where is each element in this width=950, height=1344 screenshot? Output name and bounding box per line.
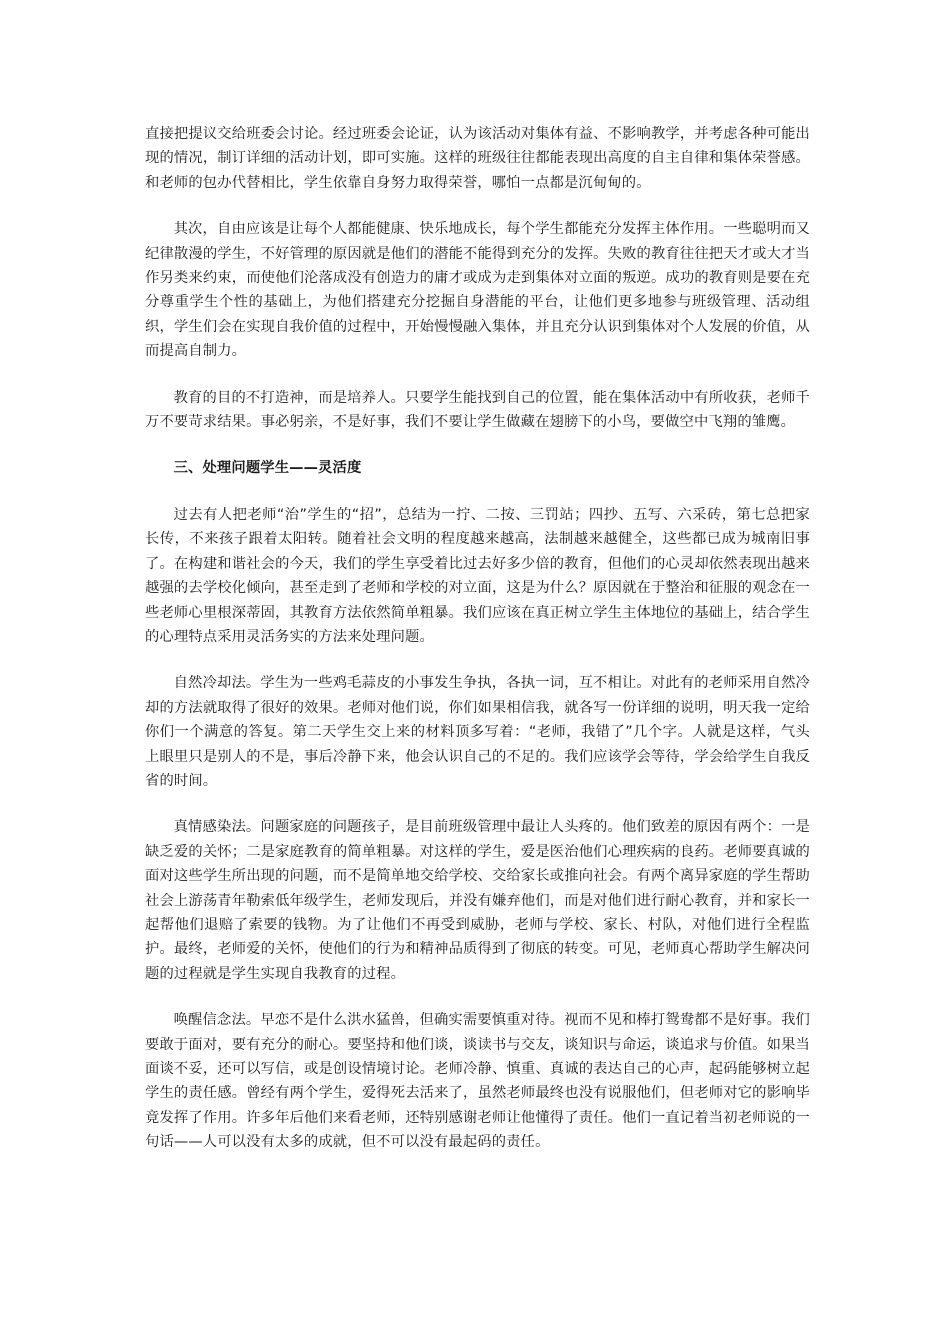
document-body (145, 122, 810, 1177)
section-heading: 三、处理问题学生——灵活度 (173, 460, 362, 477)
paragraph: 其次，自由应该是让每个人都能健康、快乐地成长，每个学生都能充分发挥主体作用。一些聪明而又纪律散漫的学生，不好管理的原因就是他们的潜能不能得到充分的发挥。失败的教育往往把天才或大才当作另类来约束，而使他们沦落成没有创造力的庸才或成为走到集体对立面的叛逆。成功的教育则是要在充分尊重学生个性的基础上，为他们搭建充分挖掘自身潜能的平台，让他们更多地参与班级管理、活动组织，学生们会在实现自我价值的过程中，开始慢慢融入集体，并且充分认识到集体对个人发展的价值，从而提高自制力。 (145, 221, 810, 360)
paragraph: 真情感染法。问题家庭的问题孩子，是目前班级管理中最让人头疼的。他们致差的原因有两个：一是缺乏爱的关怀；二是家庭教育的简单粗暴。对这样的学生，爱是医治他们心理疾病的良药。老师要真诚的面对这些学生所出现的问题，而不是简单地交给学校、交给家长或推向社会。有两个离异家庭的学生帮助社会上游荡青年勒索低年级学生，老师发现后，并没有嫌弃他们，而是对他们进行耐心教育，并和家长一起帮他们退赔了索要的钱物。为了让他们不再受到威胁，老师与学校、家长、村队，对他们进行全程监护。最终，老师爱的关怀，使他们的行为和精神品质得到了彻底的转变。可见，老师真心帮助学生解决问题的过程就是学生实现自我教育的过程。 (145, 819, 810, 982)
paragraph: 自然冷却法。学生为一些鸡毛蒜皮的小事发生争执，各执一词，互不相让。对此有的老师采用自然冷却的方法就取得了很好的效果。老师对他们说，你们如果相信我，就各写一份详细的说明，明天我一定给你们一个满意的答复。第二天学生交上来的材料顶多写着：“老师，我错了”几个字。人就是这样，气头上眼里只是别人的不是，事后冷静下来，他会认识自己的不足的。我们应该学会等待，学会给学生自我反省的时间。 (145, 675, 810, 789)
paragraph: 唤醒信念法。早恋不是什么洪水猛兽，但确实需要慎重对待。视而不见和棒打鸳鸯都不是好事。我们要敢于面对，要有充分的耐心。要坚持和他们谈，谈读书与交友，谈知识与命运，谈追求与价值。如果当面谈不妥，还可以写信，或是创设情境讨论。老师冷静、慎重、真诚的表达自己的心声，起码能够树立起学生的责任感。曾经有两个学生，爱得死去活来了，虽然老师最终也没有说服他们，但老师对它的影响毕竟发挥了作用。许多年后他们来看老师，还特别感谢老师让他懂得了责任。他们一直记着当初老师说的一句话——人可以没有太多的成就，但不可以没有最起码的责任。 (145, 1012, 810, 1151)
paragraph: 直接把提议交给班委会讨论。经过班委会论证，认为该活动对集体有益、不影响教学，并考虑各种可能出现的情况，制订详细的活动计划，即可实施。这样的班级往往都能表现出高度的自主自律和集体荣誉感。和老师的包办代替相比，学生依靠自身努力取得荣誉，哪怕一点都是沉甸甸的。 (145, 126, 810, 191)
paragraph: 教育的目的不打造神，而是培养人。只要学生能找到自己的位置，能在集体活动中有所收获，老师千万不要苛求结果。事必躬亲，不是好事，我们不要让学生做藏在翅膀下的小鸟，要做空中飞翔的雏鹰。 (145, 389, 810, 431)
paragraph: 过去有人把老师“治”学生的“招”，总结为一拧、二按、三罚站；四抄、五写、六采砖，第七总把家长传，不来孩子跟着太阳转。随着社会文明的程度越来越高，法制越来越健全，这些都已成为城南旧事了。在构建和谐社会的今天，我们的学生享受着比过去好多少倍的教育，但他们的心灵却依然表现出越来越强的去学校化倾向，甚至走到了老师和学校的对立面，这是为什么？原因就在于整治和征服的观念在一些老师心里根深蒂固，其教育方法依然简单粗暴。我们应该在真正树立学生主体地位的基础上，结合学生的心理特点采用灵活务实的方法来处理问题。 (145, 506, 810, 645)
